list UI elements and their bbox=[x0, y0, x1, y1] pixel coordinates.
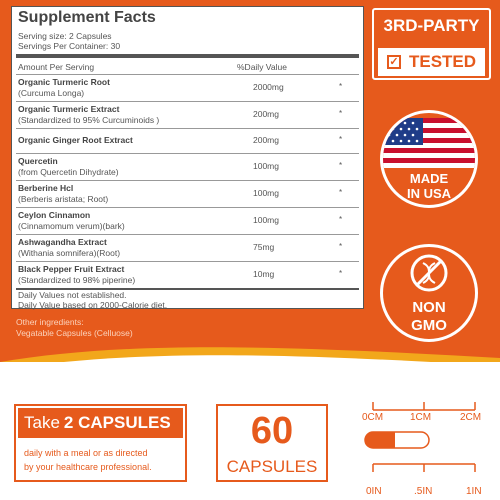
facts-divider bbox=[16, 54, 359, 58]
ingredient-daily-value: * bbox=[339, 135, 343, 144]
facts-divider bbox=[16, 207, 359, 208]
servings-per-container: Servings Per Container: 30 bbox=[18, 41, 121, 51]
facts-divider bbox=[16, 180, 359, 181]
gmo-label: GMO bbox=[411, 317, 447, 334]
in-usa-label: IN USA bbox=[406, 186, 452, 201]
ingredient-daily-value: * bbox=[339, 215, 343, 224]
dosage-instructions: by your healthcare professional. bbox=[24, 462, 152, 472]
ingredient-name: Quercetin bbox=[18, 156, 58, 166]
ingredient-daily-value: * bbox=[339, 109, 343, 118]
ingredient-daily-value: * bbox=[339, 269, 343, 278]
dosage-header bbox=[18, 408, 183, 438]
ingredient-amount: 2000mg bbox=[253, 82, 284, 92]
capsules-label: CAPSULES bbox=[226, 457, 318, 476]
ingredient-name: Organic Ginger Root Extract bbox=[18, 135, 133, 145]
ingredient-detail: (Berberis aristata; Root) bbox=[18, 194, 109, 204]
dna-icon bbox=[409, 253, 449, 293]
take-label: Take bbox=[24, 413, 60, 432]
ruler-label-inch: .5IN bbox=[414, 486, 433, 497]
ingredient-name: Organic Turmeric Extract bbox=[18, 104, 120, 114]
ingredient-detail: (Curcuma Longa) bbox=[18, 88, 85, 98]
ingredient-daily-value: * bbox=[339, 188, 343, 197]
facts-divider bbox=[16, 74, 359, 75]
ingredient-name: Organic Turmeric Root bbox=[18, 77, 110, 87]
ingredient-name: Ashwagandha Extract bbox=[18, 237, 107, 247]
amount-header: Amount Per Serving bbox=[18, 62, 95, 72]
ingredient-name: Berberine Hcl bbox=[18, 183, 74, 193]
ingredient-name: Black Pepper Fruit Extract bbox=[18, 264, 125, 274]
ruler-label-inch: 0IN bbox=[366, 486, 382, 497]
facts-title: Supplement Facts bbox=[18, 9, 156, 26]
ingredient-amount: 100mg bbox=[253, 161, 279, 171]
facts-divider bbox=[16, 153, 359, 154]
facts-divider bbox=[16, 128, 359, 129]
facts-divider bbox=[16, 234, 359, 235]
tested-label: TESTED bbox=[408, 52, 477, 71]
capsule-count-box bbox=[216, 404, 328, 482]
ingredient-amount: 200mg bbox=[253, 135, 279, 145]
made-in-usa-badge bbox=[380, 110, 478, 208]
capsule-count-label: 2 CAPSULES bbox=[63, 413, 171, 432]
us-flag-icon bbox=[383, 118, 475, 168]
ingredient-detail: (Cinnamomum verum)(bark) bbox=[18, 221, 125, 231]
other-ingredients-value: Vegatable Capsules (Celluose) bbox=[16, 328, 133, 338]
made-label: MADE bbox=[409, 171, 449, 186]
ingredient-amount: 200mg bbox=[253, 109, 279, 119]
ruler-label-cm: 2CM bbox=[460, 412, 482, 423]
ruler-label-cm: 0CM bbox=[362, 412, 384, 423]
ingredient-detail: (Standardized to 95% Curcuminoids ) bbox=[18, 115, 160, 125]
ruler-label-inch: 1IN bbox=[466, 486, 482, 497]
third-party-tested-badge bbox=[372, 8, 491, 80]
capsule-count: 60 bbox=[250, 410, 294, 452]
ingredient-amount: 10mg bbox=[253, 269, 275, 279]
ingredient-daily-value: * bbox=[339, 161, 343, 170]
dosage-instructions: daily with a meal or as directed bbox=[24, 448, 148, 458]
daily-value-header: %Daily Value bbox=[237, 62, 287, 72]
tested-strip bbox=[378, 48, 485, 76]
ingredient-amount: 75mg bbox=[253, 242, 275, 252]
ingredient-amount: 100mg bbox=[253, 188, 279, 198]
facts-divider bbox=[16, 261, 359, 262]
footnote: Daily Value based on 2000-Calorie diet. bbox=[18, 300, 168, 310]
ingredient-daily-value: * bbox=[339, 242, 343, 251]
other-ingredients-label: Other ingredients: bbox=[16, 317, 84, 327]
third-party-label: 3RD-PARTY bbox=[383, 16, 480, 35]
non-label: NON bbox=[412, 299, 446, 316]
ingredient-detail: (Withania somnifera)(Root) bbox=[18, 248, 121, 258]
non-gmo-badge bbox=[380, 244, 478, 342]
ingredient-name: Ceylon Cinnamon bbox=[18, 210, 91, 220]
ruler-label-cm: 1CM bbox=[410, 412, 432, 423]
ingredient-detail: (Standardized to 98% piperine) bbox=[18, 275, 136, 285]
ingredient-amount: 100mg bbox=[253, 215, 279, 225]
ingredient-daily-value: * bbox=[339, 82, 343, 91]
dosage-box bbox=[14, 404, 187, 482]
ingredient-detail: (from Quercetin Dihydrate) bbox=[18, 167, 119, 177]
checkbox-icon: ✓ bbox=[387, 55, 401, 69]
supplement-facts-panel bbox=[11, 6, 364, 309]
capsule-size-ruler bbox=[355, 398, 495, 478]
footnote: Daily Values not established. bbox=[18, 290, 127, 300]
serving-size: Serving size: 2 Capsules bbox=[18, 31, 112, 41]
facts-divider bbox=[16, 101, 359, 102]
